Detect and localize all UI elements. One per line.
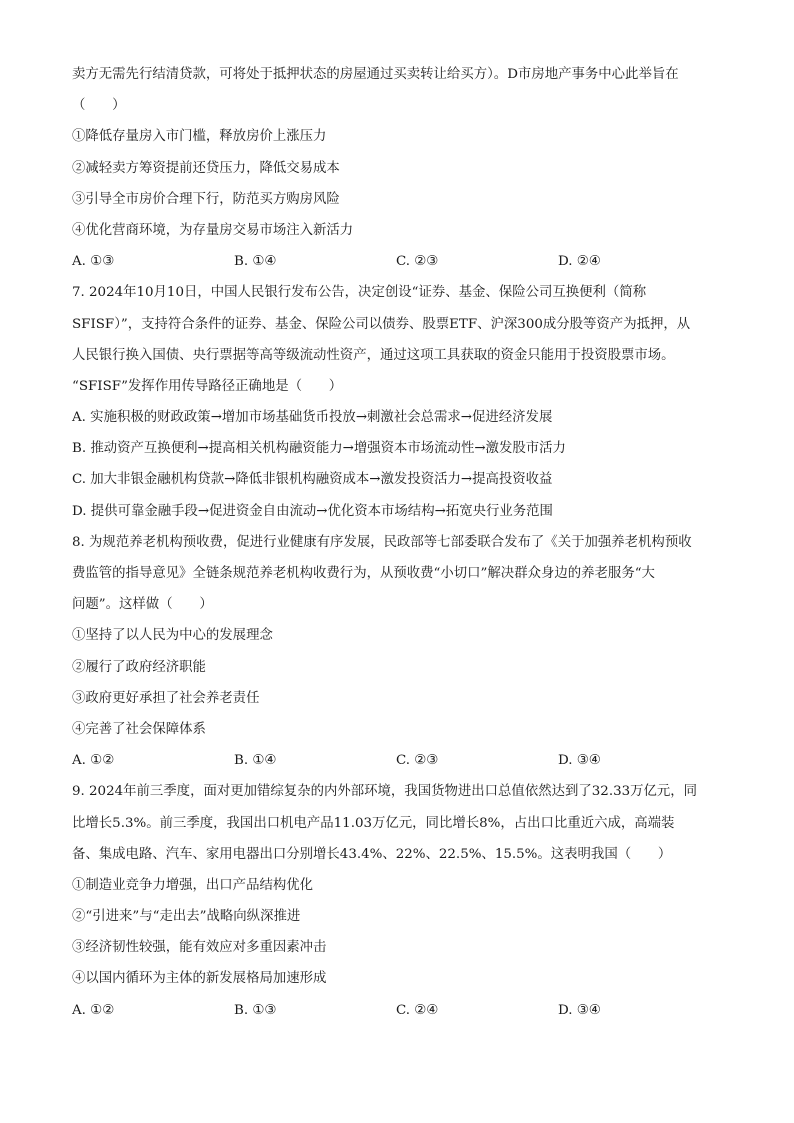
- q6-item: ②减轻卖方筹资提前还贷压力，降低交易成本: [72, 160, 340, 176]
- document-content: [72, 64, 724, 1031]
- q6-option-b: B. ①④: [234, 254, 277, 270]
- q7-stem-line: 7. 2024年10月10日，中国人民银行发布公告，决定创设“证券、基金、保险公司互换便利（简称: [72, 285, 647, 301]
- q9-option-a: A. ①②: [72, 1002, 115, 1018]
- q8-item: ③政府更好承担了社会养老责任: [72, 690, 260, 706]
- q6-option-c: C. ②③: [396, 254, 439, 270]
- q8-stem-line: 8. 为规范养老机构预收费，促进行业健康有序发展，民政部等七部委联合发布了《关于加强养老机构预收: [72, 534, 692, 550]
- q8-option-b: B. ①④: [234, 753, 277, 769]
- q6-options: [72, 251, 724, 282]
- q8-options: [72, 750, 724, 781]
- q7-choice-d: D. 提供可靠金融手段→促进资金自由流动→优化资本市场结构→拓宽央行业务范围: [72, 503, 553, 519]
- q9-stem-line: 备、集成电路、汽车、家用电器出口分别增长43.4%、22%、22.5%、15.5%。这表明我国（ ）: [72, 846, 672, 862]
- q8-stem-line: 费监管的指导意见》全链条规范养老机构收费行为，从预收费“小切口”解决群众身边的养老服务“大: [72, 566, 655, 581]
- q7-stem-line: SFISF）”，支持符合条件的证券、基金、保险公司以债券、股票ETF、沪深300成分股等资产为抵押，从: [72, 316, 691, 332]
- q6-item: ④优化营商环境，为存量房交易市场注入新活力: [72, 222, 354, 238]
- q6-item: ①降低存量房入市门槛，释放房价上涨压力: [72, 129, 327, 145]
- q9-option-b: B. ①③: [234, 1002, 277, 1018]
- q9-item: ①制造业竞争力增强，出口产品结构优化: [72, 877, 314, 893]
- q6-stem-line: （ ）: [72, 98, 126, 114]
- q9-item: ④以国内循环为主体的新发展格局加速形成: [72, 971, 327, 987]
- q7-choice-a: A. 实施积极的财政政策→增加市场基础货币投放→刺激社会总需求→促进经济发展: [72, 410, 553, 426]
- q8-item: ①坚持了以人民为中心的发展理念: [72, 628, 273, 644]
- q8-item: ④完善了社会保障体系: [72, 721, 206, 737]
- question-9: [72, 781, 724, 1031]
- q6-option-a: A. ①③: [72, 254, 115, 270]
- q8-stem-line: 问题”。这样做（ ）: [72, 597, 213, 613]
- q8-option-c: C. ②③: [396, 753, 439, 769]
- q7-choice-b: B. 推动资产互换便利→提高相关机构融资能力→增强资本市场流动性→激发股市活力: [72, 441, 566, 457]
- q8-option-a: A. ①②: [72, 753, 115, 769]
- q7-stem-line: “SFISF”发挥作用传导路径正确地是（ ）: [72, 378, 343, 394]
- q7-stem-line: 人民银行换入国债、央行票据等高等级流动性资产，通过这项工具获取的资金只能用于投资股票市场。: [72, 347, 675, 363]
- q6-stem-line: 卖方无需先行结清贷款，可将处于抵押状态的房屋通过买卖转让给买方）。D市房地产事务中心此举旨在: [72, 67, 679, 82]
- q6-item: ③引导全市房价合理下行，防范买方购房风险: [72, 191, 340, 207]
- q9-options: [72, 1000, 724, 1031]
- q9-item: ③经济韧性较强，能有效应对多重因素冲击: [72, 940, 327, 956]
- q9-stem-line: 9. 2024年前三季度，面对更加错综复杂的内外部环境，我国货物进出口总值依然达到了32.33万亿元，同: [72, 784, 698, 800]
- q7-choice-c: C. 加大非银金融机构贷款→降低非银机构融资成本→激发投资活力→提高投资收益: [72, 472, 553, 488]
- q8-option-d: D. ③④: [558, 753, 601, 769]
- question-6: [72, 64, 724, 282]
- q9-option-d: D. ③④: [558, 1002, 601, 1018]
- q9-item: ②“引进来”与“走出去”战略向纵深推进: [72, 909, 301, 925]
- q9-stem-line: 比增长5.3%。前三季度，我国出口机电产品11.03万亿元，同比增长8%，占出口比重近六成，高端装: [72, 815, 675, 831]
- question-7: [72, 282, 724, 532]
- q6-option-d: D. ②④: [558, 254, 601, 270]
- q9-option-c: C. ②④: [396, 1002, 439, 1018]
- q8-item: ②履行了政府经济职能: [72, 659, 206, 675]
- question-8: [72, 532, 724, 782]
